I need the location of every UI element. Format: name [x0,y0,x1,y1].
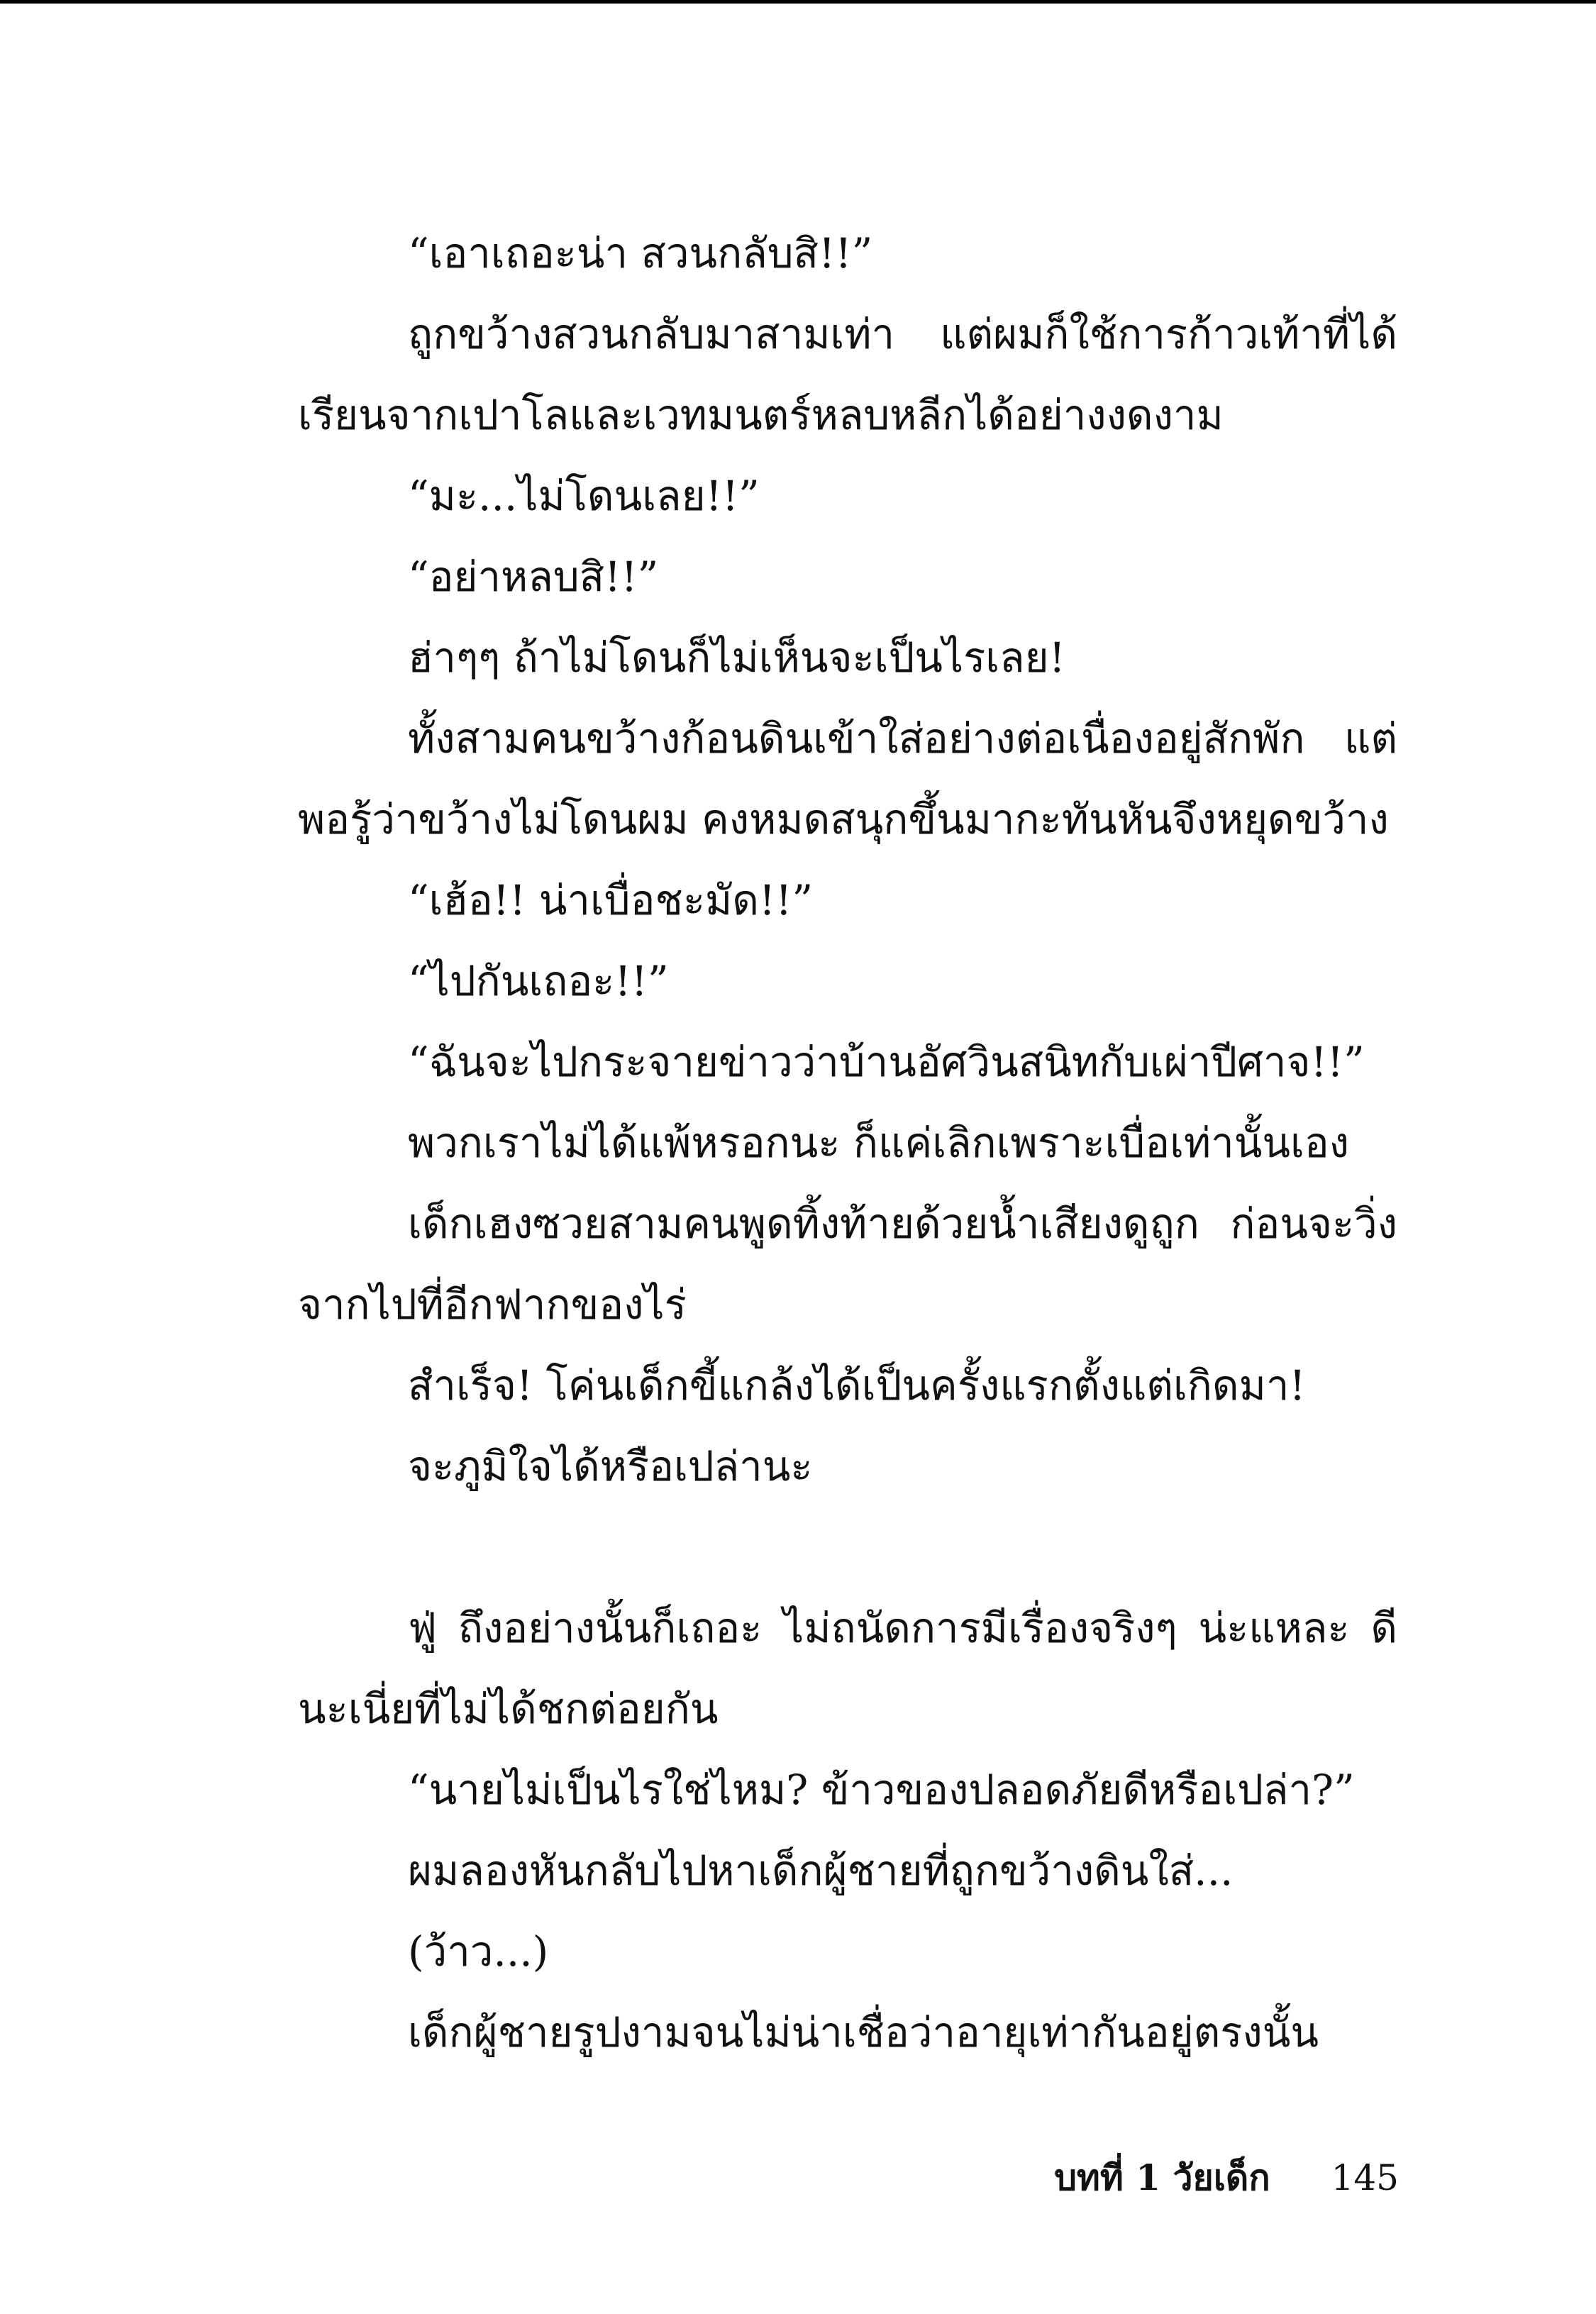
paragraph: “มะ...ไม่โดนเลย!!” [408,472,760,520]
body-text [298,213,1397,2073]
paragraph: เด็กเฮงซวยสามคนพูดทิ้งท้ายด้วยน้ำเสียงดูถูก ก่อนจะวิ่งจากไปที่อีกฟากของไร่ [298,1200,1397,1329]
paragraph: “อย่าหลบสิ!!” [408,553,659,601]
paragraph: “ไปกันเถอะ!!” [408,957,669,1005]
top-border-line [0,0,1596,4]
page-number: 145 [1331,2157,1399,2198]
paragraph: “เอาเถอะน่า สวนกลับสิ!!” [408,229,873,277]
chapter-title: บทที่ 1 วัยเด็ก [1054,2157,1270,2198]
paragraph: “ฉันจะไปกระจายข่าวว่าบ้านอัศวินสนิทกับเผ่าปีศาจ!!” [408,1038,1365,1086]
paragraph: ผมลองหันกลับไปหาเด็กผู้ชายที่ถูกขว้างดินใส่... [408,1847,1234,1895]
paragraph: เด็กผู้ชายรูปงามจนไม่น่าเชื่อว่าอายุเท่ากันอยู่ตรงนั้น [408,2008,1319,2056]
paragraph: จะภูมิใจได้หรือเปล่านะ [408,1442,813,1490]
paragraph: พวกเราไม่ได้แพ้หรอกนะ ก็แค่เลิกเพราะเบื่อเท่านั้นเอง [408,1119,1349,1167]
paragraph: ทั้งสามคนขว้างก้อนดินเข้าใส่อย่างต่อเนื่องอยู่สักพัก แต่พอรู้ว่าขว้างไม่โดนผม คงหมดสนุกขึ้นมากะทันหันจึงหยุดขว้าง [298,714,1397,843]
paragraph: ฟู่ ถึงอย่างนั้นก็เถอะ ไม่ถนัดการมีเรื่องจริงๆ น่ะแหละ ดีนะเนี่ยที่ไม่ได้ชกต่อยกัน [298,1604,1397,1733]
section-gap [298,1507,1397,1588]
paragraph: “เฮ้อ!! น่าเบื่อชะมัด!!” [408,876,814,924]
paragraph: (ว้าว...) [408,1927,549,1976]
page-footer [1054,2149,1399,2206]
paragraph: สำเร็จ! โค่นเด็กขี้แกล้งได้เป็นครั้งแรกตั้งแต่เกิดมา! [408,1361,1306,1410]
paragraph: “นายไม่เป็นไรใช่ไหม? ข้าวของปลอดภัยดีหรือเปล่า?” [408,1766,1355,1814]
paragraph: ถูกขว้างสวนกลับมาสามเท่า แต่ผมก็ใช้การก้าวเท้าที่ได้เรียนจากเปาโลและเวทมนตร์หลบหลีกได้อย่างงดงาม [298,310,1397,439]
paragraph: ฮ่าๆๆ ถ้าไม่โดนก็ไม่เห็นจะเป็นไรเลย! [408,633,1065,682]
